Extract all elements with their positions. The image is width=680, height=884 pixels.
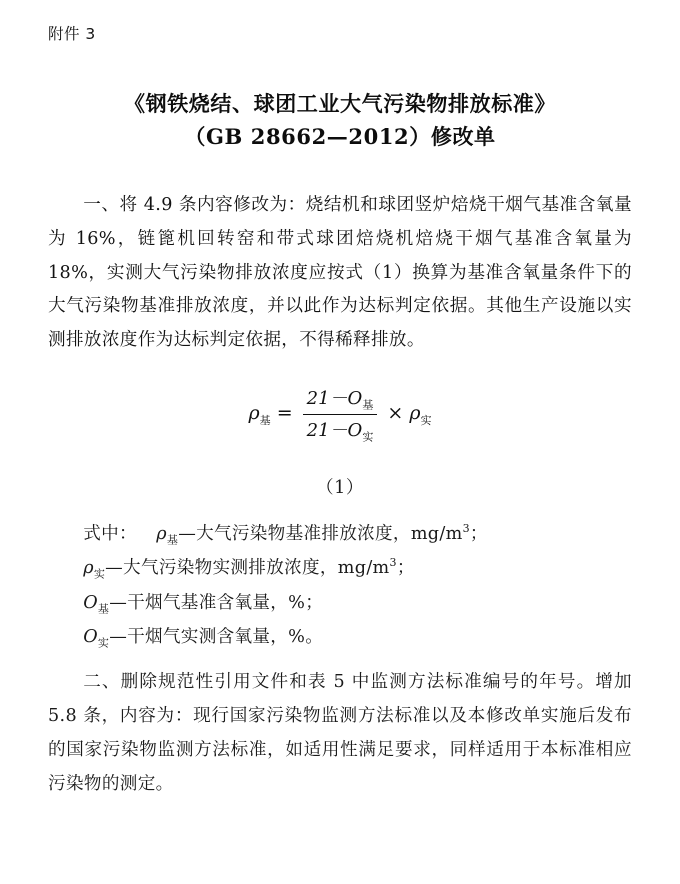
definition-item-2 [48,551,632,585]
formula-lhs-symbol: ρ [248,402,260,425]
definition-subscript-1: 基 [166,533,179,547]
page-title [48,88,632,153]
formula-lhs-subscript: 基 [259,413,271,427]
formula-expression [248,384,431,444]
definition-symbol-4: O [83,627,98,647]
definition-list [48,517,632,654]
definition-tail-2: ； [396,558,415,579]
definition-subscript-2: 实 [93,567,106,581]
definitions-lead: 式中： [83,524,137,545]
formula-rhs-symbol: ρ [409,402,421,425]
formula-equals: = [276,402,293,425]
formula-fraction [303,384,378,444]
attachment-label: 附件 3 [48,25,96,43]
definition-item-1 [48,517,632,551]
definition-text-3: —干烟气基准含氧量，%； [109,592,324,613]
definition-unit-sup-2: 3 [389,556,397,570]
definition-symbol-2: ρ [83,558,94,579]
definition-symbol-3: O [83,592,98,613]
formula-numerator [303,384,378,415]
definition-symbol-1: ρ [156,524,167,545]
body-section-1 [48,189,632,358]
page-title-line-2: （GB 28662—2012）修改单 [184,123,496,149]
paragraph-two: 二、删除规范性引用文件和表 5 中监测方法标准编号的年号。增加 5.8 条，内容为：现行国家污染物监测方法标准以及本修改单实施后发布的国家污染物监测方法标准，如适用性满足要求，同样适用于本标准相应污染物的测定。 [48,672,632,794]
formula-numerator-main: 21－O [306,387,363,409]
page-title-line-1: 《钢铁烧结、球团工业大气污染物排放标准》 [124,91,556,116]
formula-rhs-subscript: 实 [420,413,432,427]
definition-subscript-4: 实 [97,636,110,650]
definition-subscript-3: 基 [97,602,110,616]
definition-text-2: —大气污染物实测排放浓度，mg/m [105,558,390,579]
definition-tail-1: ； [469,524,488,545]
definition-item-3 [48,586,632,620]
formula-denominator-main: 21－O [306,419,363,441]
definition-unit-sup-1: 3 [462,522,470,536]
definition-item-4 [48,620,632,654]
formula-numerator-subscript: 基 [362,398,374,412]
formula-block [48,384,632,444]
definition-text-1: —大气污染物基准排放浓度，mg/m [178,524,463,545]
formula-times: × [387,402,404,425]
formula-denominator [303,415,378,445]
equation-number: （1） [316,478,364,499]
body-section-2 [48,666,632,801]
paragraph-one: 一、将 4.9 条内容修改为：烧结机和球团竖炉焙烧干烟气基准含氧量为 16%，链篦机回转窑和带式球团焙烧机焙烧干烟气基准含氧量为 18%，实测大气污染物排放浓度应按式（1）换算为基准含氧量条件下的大气污染物基准排放浓度，并以此作为达标判定依据。其他生产设施以实测排放浓度作为达标判定依据，不得稀释排放。 [48,195,632,351]
formula-denominator-subscript: 实 [362,430,374,444]
definition-text-4: —干烟气实测含氧量，%。 [109,627,324,647]
